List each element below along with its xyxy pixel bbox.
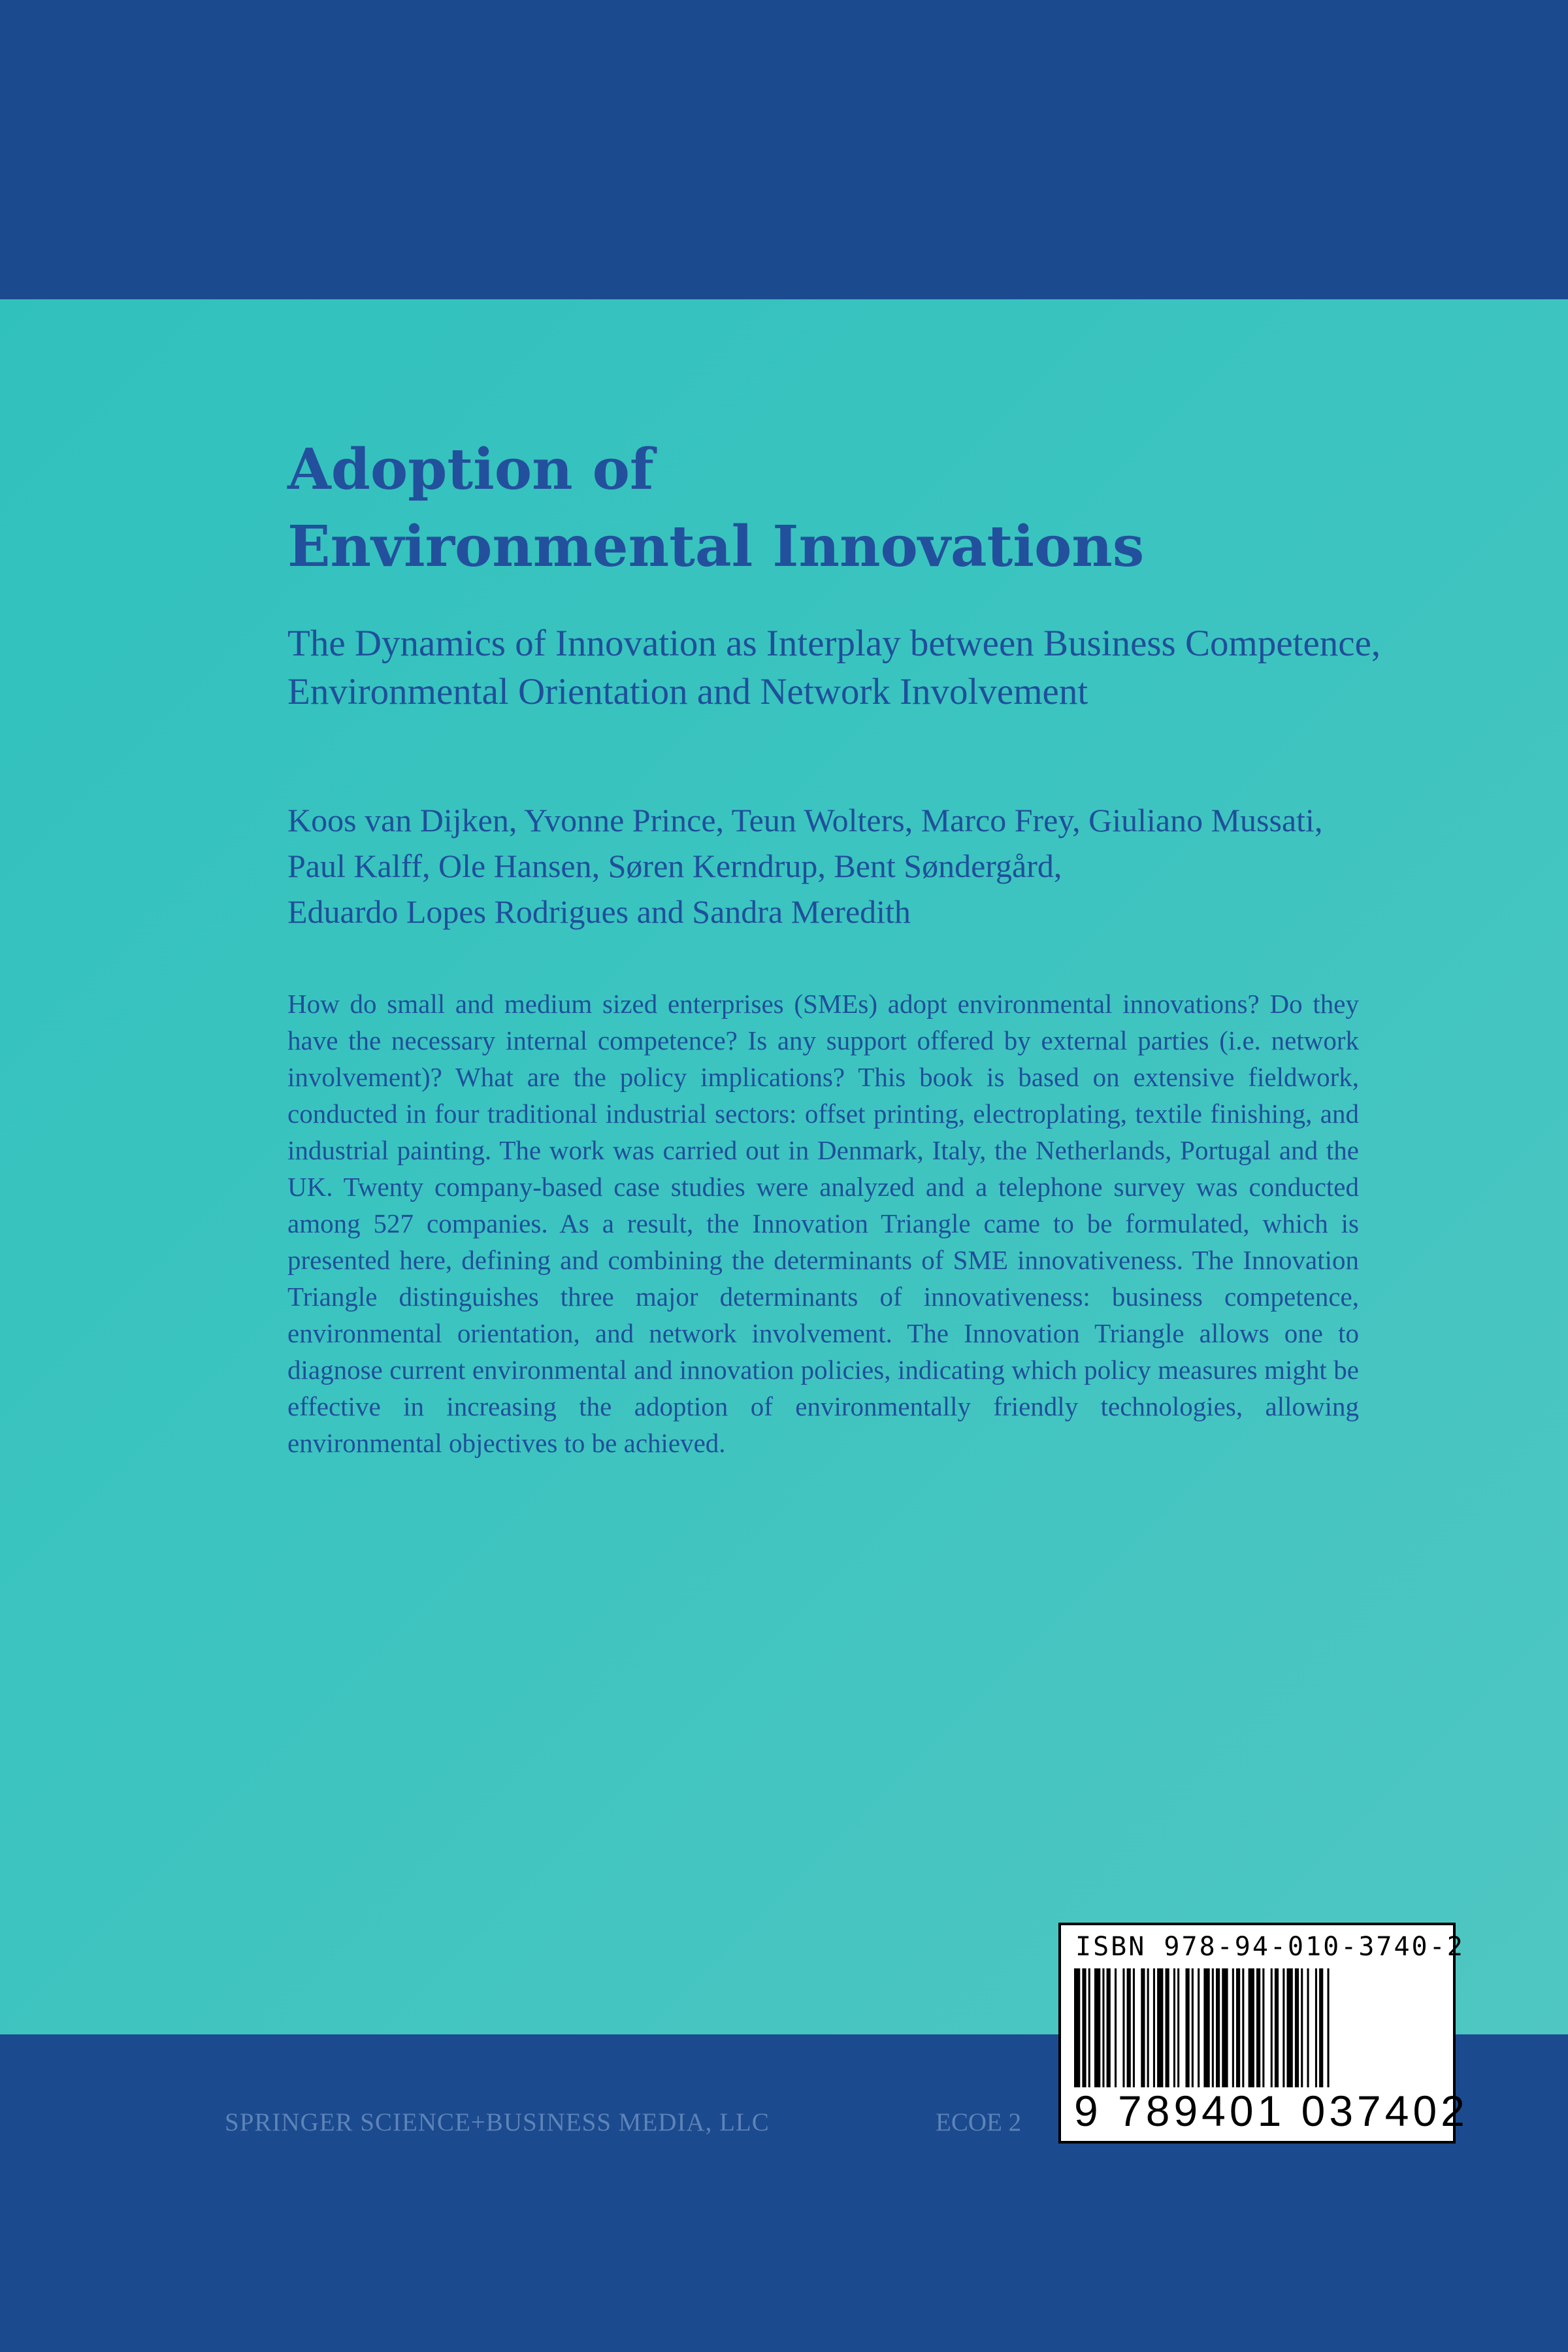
book-title: [287, 431, 1398, 586]
series-code: ECOE 2: [936, 2108, 1022, 2136]
author-list: [287, 797, 1398, 935]
author-line-1: Koos van Dijken, Yvonne Prince, Teun Wolters, Marco Frey, Giuliano Mussati,: [287, 802, 1323, 838]
book-subtitle: The Dynamics of Innovation as Interplay between Business Competence, Environmental Orientation and Network Involvement: [287, 623, 1381, 712]
top-color-band: [0, 0, 1568, 299]
book-title-line-2: Environmental Innovations: [287, 514, 1145, 580]
isbn-digits: 9 789401 037402: [1074, 2087, 1469, 2135]
author-line-3: Eduardo Lopes Rodrigues and Sandra Meredith: [287, 893, 911, 930]
author-line-2: Paul Kalff, Ole Hansen, Søren Kerndrup, Bent Søndergård,: [287, 848, 1062, 884]
barcode-icon: [1074, 1968, 1443, 2087]
book-title-line-1: Adoption of: [287, 437, 654, 503]
isbn-label: ISBN 978-94-010-3740-2: [1075, 1932, 1465, 1962]
publisher-name: SPRINGER SCIENCE+BUSINESS MEDIA, LLC: [225, 2108, 770, 2136]
book-description: How do small and medium sized enterprises (SMEs) adopt environmental innovations? Do they have the necessary internal competence? Is any support offered by external parties (i.e. network involvement)? What are the policy implications? This book is based on extensive fieldwork, conducted in four traditional industrial sectors: offset printing, electroplating, textile finishing, and industrial painting. The work was carried out in Denmark, Italy, the Netherlands, Portugal and the UK. Twenty company-based case studies were analyzed and a telephone survey was conducted among 527 companies. As a result, the Innovation Triangle came to be formulated, which is presented here, defining and combining the determinants of SME innovativeness. The Innovation Triangle distinguishes three major determinants of innovativeness: business competence, environmental orientation, and network involvement. The Innovation Triangle allows one to diagnose current environmental and innovation policies, indicating which policy measures might be effective in increasing the adoption of environmentally friendly technologies, allowing environmental objectives to be achieved.: [287, 989, 1359, 1458]
isbn-barcode-box: [1058, 1923, 1469, 2144]
